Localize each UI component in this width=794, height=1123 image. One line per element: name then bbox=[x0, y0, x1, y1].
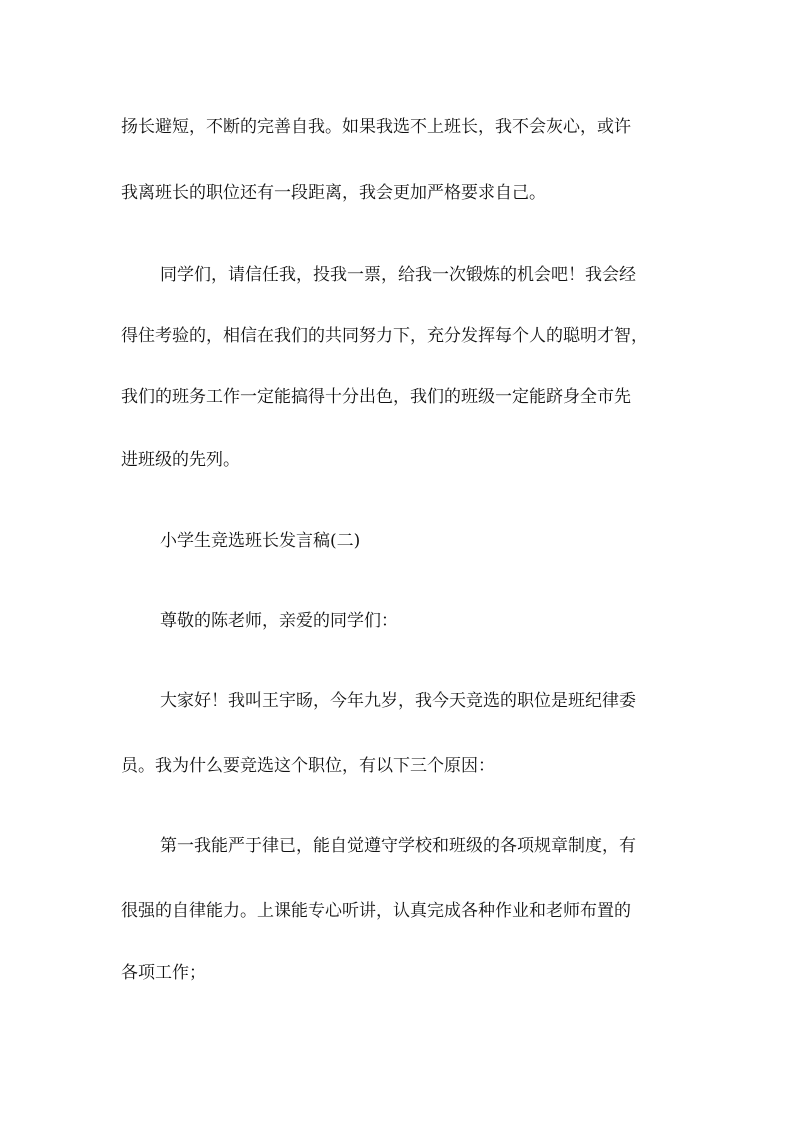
paragraph-start-line: 第一我能严于律已，能自觉遵守学校和班级的各项规章制度，有 bbox=[160, 836, 636, 856]
salutation: 尊敬的陈老师，亲爱的同学们： bbox=[160, 611, 398, 631]
text-line: 扬长避短，不断的完善自我。如果我选不上班长，我不会灰心，或许 bbox=[121, 117, 631, 137]
paragraph-start-line: 同学们，请信任我，投我一票，给我一次锻炼的机会吧！我会经 bbox=[160, 265, 636, 285]
text-line: 员。我为什么要竞选这个职位，有以下三个原因： bbox=[121, 756, 495, 776]
paragraph-start-line: 大家好！我叫王宇旸，今年九岁，我今天竞选的职位是班纪律委 bbox=[160, 691, 636, 711]
text-line: 我离班长的职位还有一段距离，我会更加严格要求自己。 bbox=[121, 183, 546, 203]
text-line: 很强的自律能力。上课能专心听讲，认真完成各种作业和老师布置的 bbox=[121, 901, 631, 921]
text-line: 得住考验的，相信在我们的共同努力下，充分发挥每个人的聪明才智， bbox=[121, 326, 648, 346]
text-line: 各项工作； bbox=[121, 963, 206, 983]
text-line: 进班级的先列。 bbox=[121, 450, 240, 470]
section-heading: 小学生竞选班长发言稿(二) bbox=[160, 531, 361, 551]
text-line: 我们的班务工作一定能搞得十分出色，我们的班级一定能跻身全市先 bbox=[121, 387, 631, 407]
